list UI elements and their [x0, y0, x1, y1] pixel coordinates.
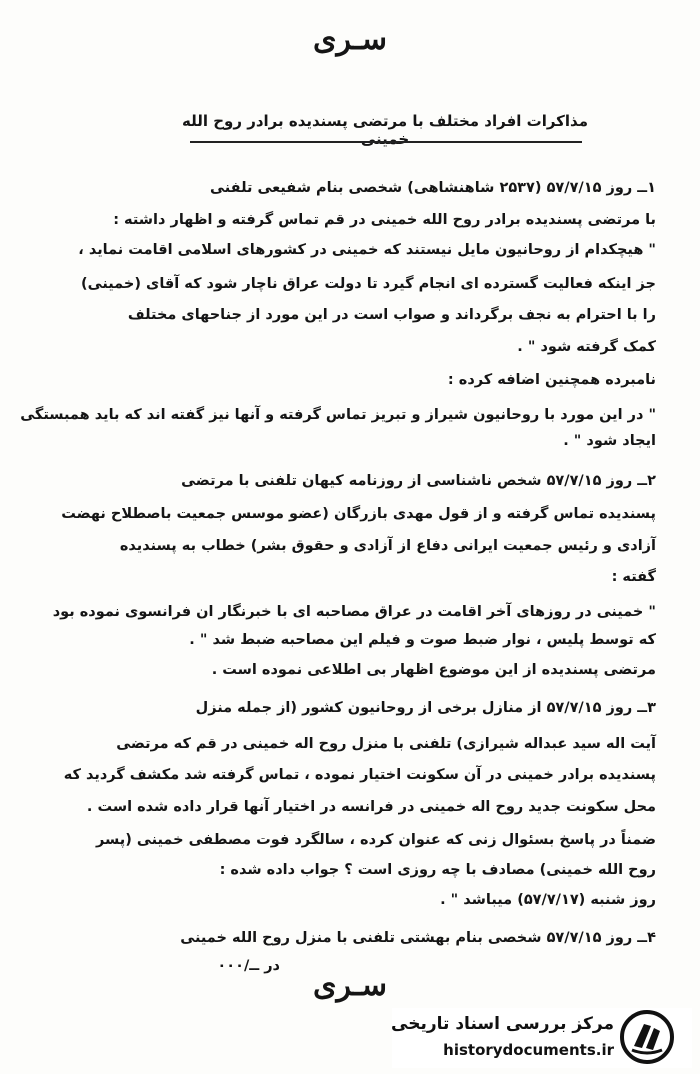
body-line-14: " خمینی در روزهای آخر اقامت در عراق مصاحبه ای با خبرنگار ان فرانسوی نموده بود	[52, 604, 656, 620]
body-line-10: ۲ــ روز ۵۷/۷/۱۵ شخص ناشناسی از روزنامه کیهان تلفنی با مرتضی	[181, 473, 656, 489]
body-line-15: که توسط پلیس ، نوار ضبط صوت و فیلم این مصاحبه ضبط شد " .	[189, 632, 656, 648]
body-line-2: با مرتضی پسندیده برادر روح الله خمینی در قم تماس گرفته و اظهار داشته :	[113, 212, 656, 228]
body-line-3: " هیچکدام از روحانیون مایل نیستند که خمینی در کشورهای اسلامی اقامت نماید ،	[78, 242, 656, 258]
classification-top: سـری	[313, 22, 387, 57]
body-line-7: نامبرده همچنین اضافه کرده :	[447, 372, 656, 388]
body-line-16: مرتضی پسندیده از این موضوع اظهار بی اطلاعی نموده است .	[211, 662, 656, 678]
body-line-19: پسندیده برادر خمینی در آن سکونت اختیار نموده ، تماس گرفته شد مکشف گردید که	[63, 767, 656, 783]
body-line-22: روح الله خمینی) مصادف با چه روزی است ؟ جواب داده شده :	[219, 862, 656, 878]
body-line-12: آزادی و رئیس جمعیت ایرانی دفاع از آزادی و حقوق بشر) خطاب به پسندیده	[119, 538, 656, 554]
body-line-1: ۱ــ روز ۵۷/۷/۱۵ (۲۵۳۷ شاهنشاهی) شخصی بنام شفیعی تلفنی	[210, 180, 656, 196]
body-line-17: ۳ــ روز ۵۷/۷/۱۵ از منازل برخی از روحانیون کشور (از جمله منزل	[195, 700, 656, 716]
watermark-footer	[392, 1008, 692, 1068]
body-line-23: روز شنبه (۵۷/۷/۱۷) میباشد " .	[440, 892, 656, 908]
continuation-marker: در ــ/۰۰۰	[217, 958, 280, 974]
body-line-24: ۴ــ روز ۵۷/۷/۱۵ شخصی بنام بهشتی تلفنی با منزل روح الله خمینی	[180, 930, 656, 946]
archive-logo-icon	[620, 1010, 674, 1064]
title-underline	[190, 141, 582, 143]
body-line-8: " در این مورد با روحانیون شیراز و تبریز تماس گرفته و آنها نیز گفته اند که باید همبستگی	[20, 407, 656, 423]
footer-org-name: مرکز بررسی اسناد تاریخی	[391, 1014, 614, 1034]
body-line-4: جز اینکه فعالیت گسترده ای انجام گیرد تا دولت عراق ناچار شود که آقای (خمینی)	[81, 276, 656, 292]
body-line-5: را با احترام به نجف برگرداند و صواب است در این مورد از جناحهای مختلف	[127, 307, 656, 323]
body-line-13: گفته :	[611, 569, 656, 585]
document-title: مذاکرات افراد مختلف با مرتضی پسندیده برادر روح الله خمینی	[182, 112, 588, 148]
body-line-6: کمک گرفته شود " .	[517, 339, 656, 355]
body-line-9: ایجاد شود " .	[563, 433, 656, 449]
body-line-11: پسندیده تماس گرفته و از قول مهدی بازرگان (عضو موسس جمعیت باصطلاح نهضت	[61, 506, 656, 522]
classification-bottom: سـری	[313, 968, 387, 1003]
footer-url[interactable]: historydocuments.ir	[443, 1041, 614, 1059]
body-line-18: آیت اله سید عبداله شیرازی) تلفنی با منزل روح اله خمینی در قم که مرتضی	[116, 736, 656, 752]
body-line-21: ضمناً در پاسخ بسئوال زنی که عنوان کرده ، سالگرد فوت مصطفی خمینی (پسر	[96, 832, 656, 848]
body-line-20: محل سکونت جدید روح اله خمینی در فرانسه در اختیار آنها قرار داده شده است .	[86, 799, 656, 815]
